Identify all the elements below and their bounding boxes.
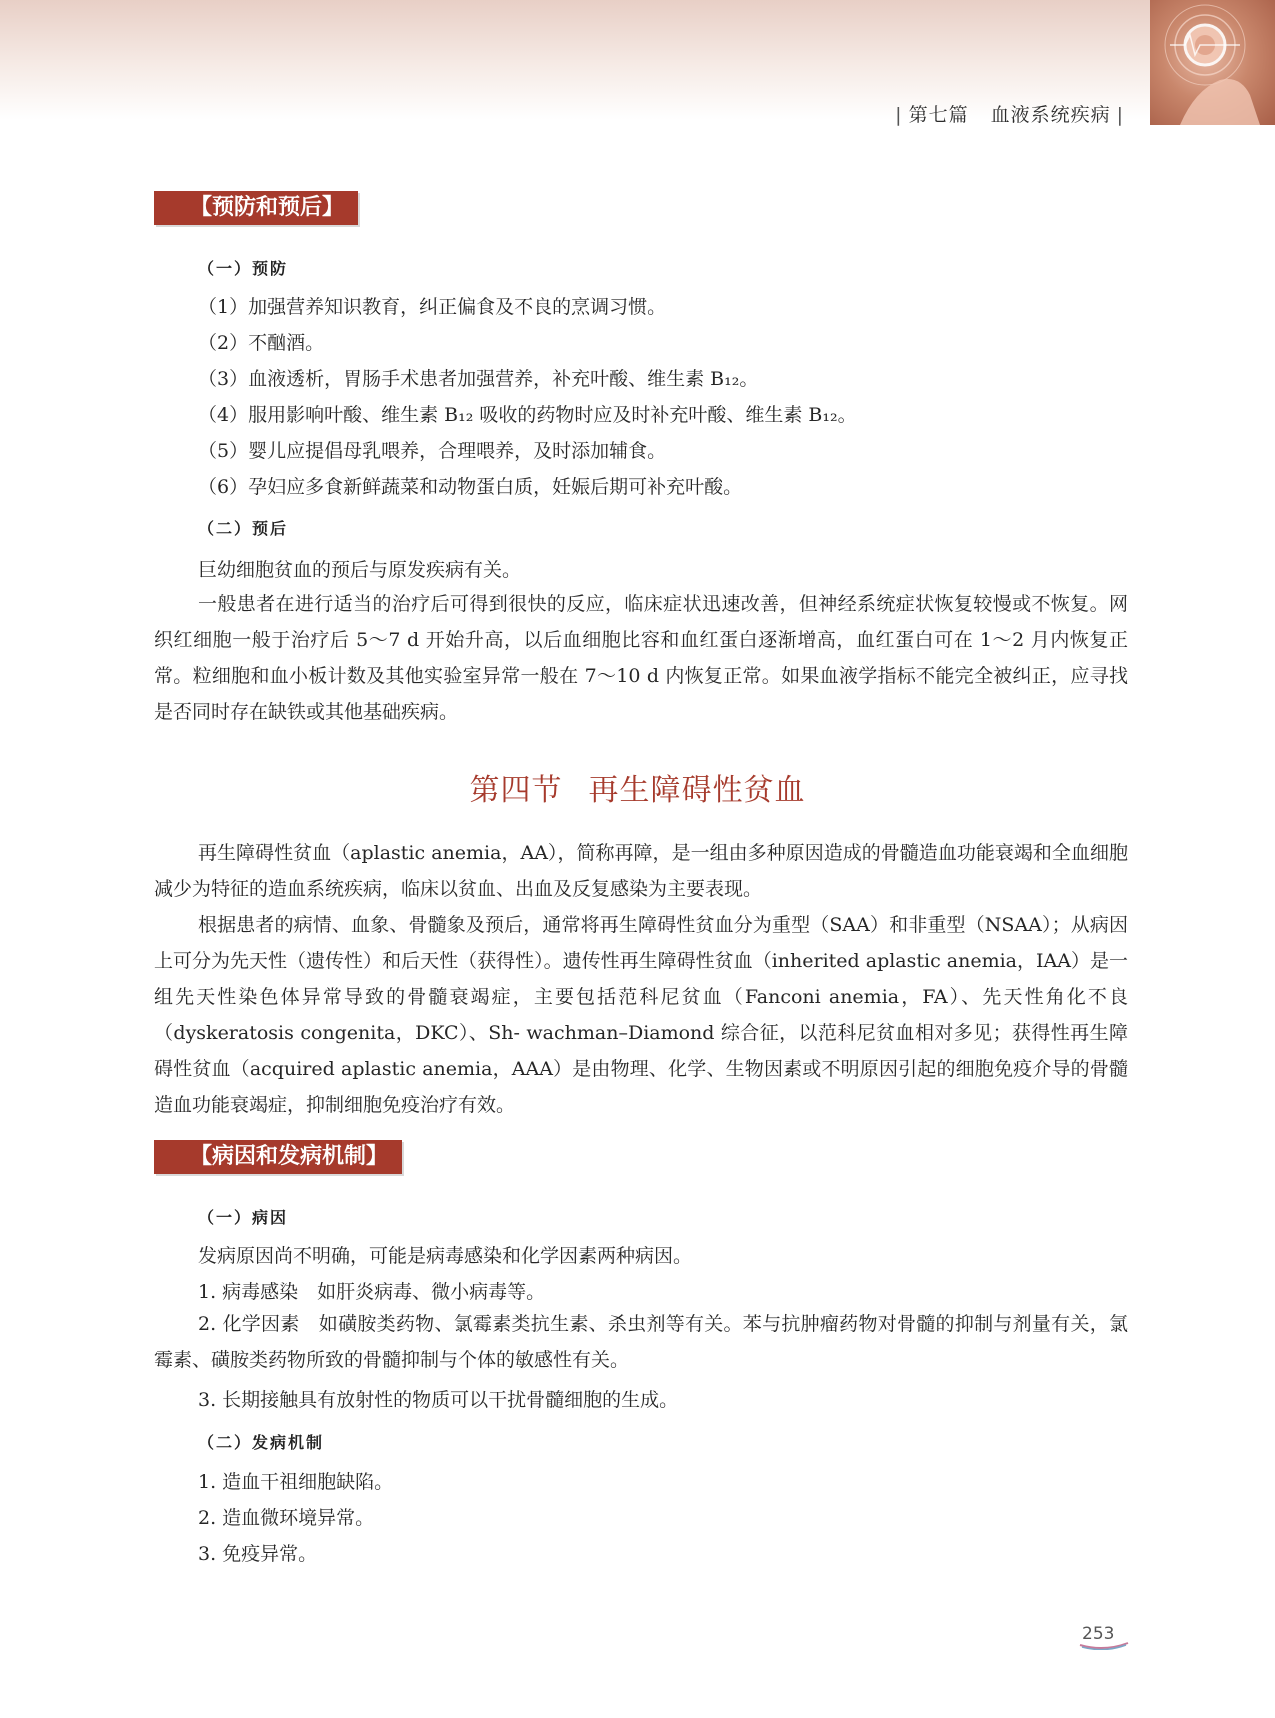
chapter-number: 第四节 xyxy=(469,773,563,808)
prognosis-para-1: 巨幼细胞贫血的预后与原发疾病有关。 xyxy=(198,559,522,581)
cause-para-3: 3. 长期接触具有放射性的物质可以干扰骨髓细胞的生成。 xyxy=(198,1389,679,1411)
chapter-name: 再生障碍性贫血 xyxy=(588,773,806,808)
part-title: 血液系统疾病 xyxy=(990,104,1111,126)
prevention-item-1: （1）加强营养知识教育，纠正偏食及不良的烹调习惯。 xyxy=(198,296,667,318)
header-separator-right: | xyxy=(1116,104,1124,126)
mechanism-item-3: 3. 免疫异常。 xyxy=(198,1543,318,1565)
subheading-prevention: （一）预防 xyxy=(198,259,289,278)
mechanism-item-2: 2. 造血微环境异常。 xyxy=(198,1507,375,1529)
section-heading-prevention-prognosis: 【预防和预后】 xyxy=(154,191,358,225)
prevention-item-2: （2）不酗酒。 xyxy=(198,332,325,354)
running-header xyxy=(889,100,1130,127)
subheading-mechanism: （二）发病机制 xyxy=(198,1433,325,1452)
cause-para-2: 2. 化学因素 如磺胺类药物、氯霉素类抗生素、杀虫剂等有关。苯与抗肿瘤药物对骨髓的抑制与剂量有关，氯霉素、磺胺类药物所致的骨髓抑制与个体的敏感性有关。 xyxy=(154,1313,1128,1371)
page-number: 253 xyxy=(1082,1624,1115,1644)
subheading-prognosis: （二）预后 xyxy=(198,519,289,538)
part-number: 第七篇 xyxy=(908,104,969,126)
page-number-swoosh-icon xyxy=(1078,1640,1130,1650)
intro-para-2: 根据患者的病情、血象、骨髓象及预后，通常将再生障碍性贫血分为重型（SAA）和非重型（NSAA）；从病因上可分为先天性（遗传性）和后天性（获得性）。遗传性再生障碍性贫血（inherited aplastic anemia，IAA）是一组先天性染色体异常导致的骨髓衰竭症，主要包括范科尼贫血（Fanconi anemia，FA）、先天性角化不良（dyskeratosis congenita，DKC）、Sh- wachman–Diamond 综合征，以范科尼贫血相对多见；获得性再生障碍性贫血（acquired aplastic anemia，AAA）是由物理、化学、生物因素或不明原因引起的细胞免疫介导的骨髓造血功能衰竭症，抑制细胞免疫治疗有效。 xyxy=(154,914,1128,1116)
prevention-item-3: （3）血液透析，胃肠手术患者加强营养，补充叶酸、维生素 B₁₂。 xyxy=(198,368,759,390)
cause-para-1: 1. 病毒感染 如肝炎病毒、微小病毒等。 xyxy=(198,1281,546,1303)
header-separator-left: | xyxy=(895,104,903,126)
stethoscope-image xyxy=(1150,0,1275,125)
prevention-item-6: （6）孕妇应多食新鲜蔬菜和动物蛋白质，妊娠后期可补充叶酸。 xyxy=(198,476,743,498)
subheading-cause: （一）病因 xyxy=(198,1208,289,1227)
prevention-item-4: （4）服用影响叶酸、维生素 B₁₂ 吸收的药物时应及时补充叶酸、维生素 B₁₂。 xyxy=(198,404,857,426)
chapter-title xyxy=(0,765,1275,809)
intro-para-1: 再生障碍性贫血（aplastic anemia，AA），简称再障，是一组由多种原因造成的骨髓造血功能衰竭和全血细胞减少为特征的造血系统疾病，临床以贫血、出血及反复感染为主要表现。 xyxy=(154,842,1128,900)
stethoscope-icon xyxy=(1150,0,1275,125)
cause-para-0: 发病原因尚不明确，可能是病毒感染和化学因素两种病因。 xyxy=(198,1245,693,1267)
prognosis-para-2: 一般患者在进行适当的治疗后可得到很快的反应，临床症状迅速改善，但神经系统症状恢复较慢或不恢复。网织红细胞一般于治疗后 5～7 d 开始升高，以后血细胞比容和血红蛋白逐渐增高，血红蛋白可在 1～2 月内恢复正常。粒细胞和血小板计数及其他实验室异常一般在 7～10 d 内恢复正常。如果血液学指标不能完全被纠正，应寻找是否同时存在缺铁或其他基础疾病。 xyxy=(154,593,1128,723)
mechanism-item-1: 1. 造血干祖细胞缺陷。 xyxy=(198,1471,394,1493)
section-heading-etiology: 【病因和发病机制】 xyxy=(154,1140,402,1174)
prevention-item-5: （5）婴儿应提倡母乳喂养，合理喂养，及时添加辅食。 xyxy=(198,440,667,462)
